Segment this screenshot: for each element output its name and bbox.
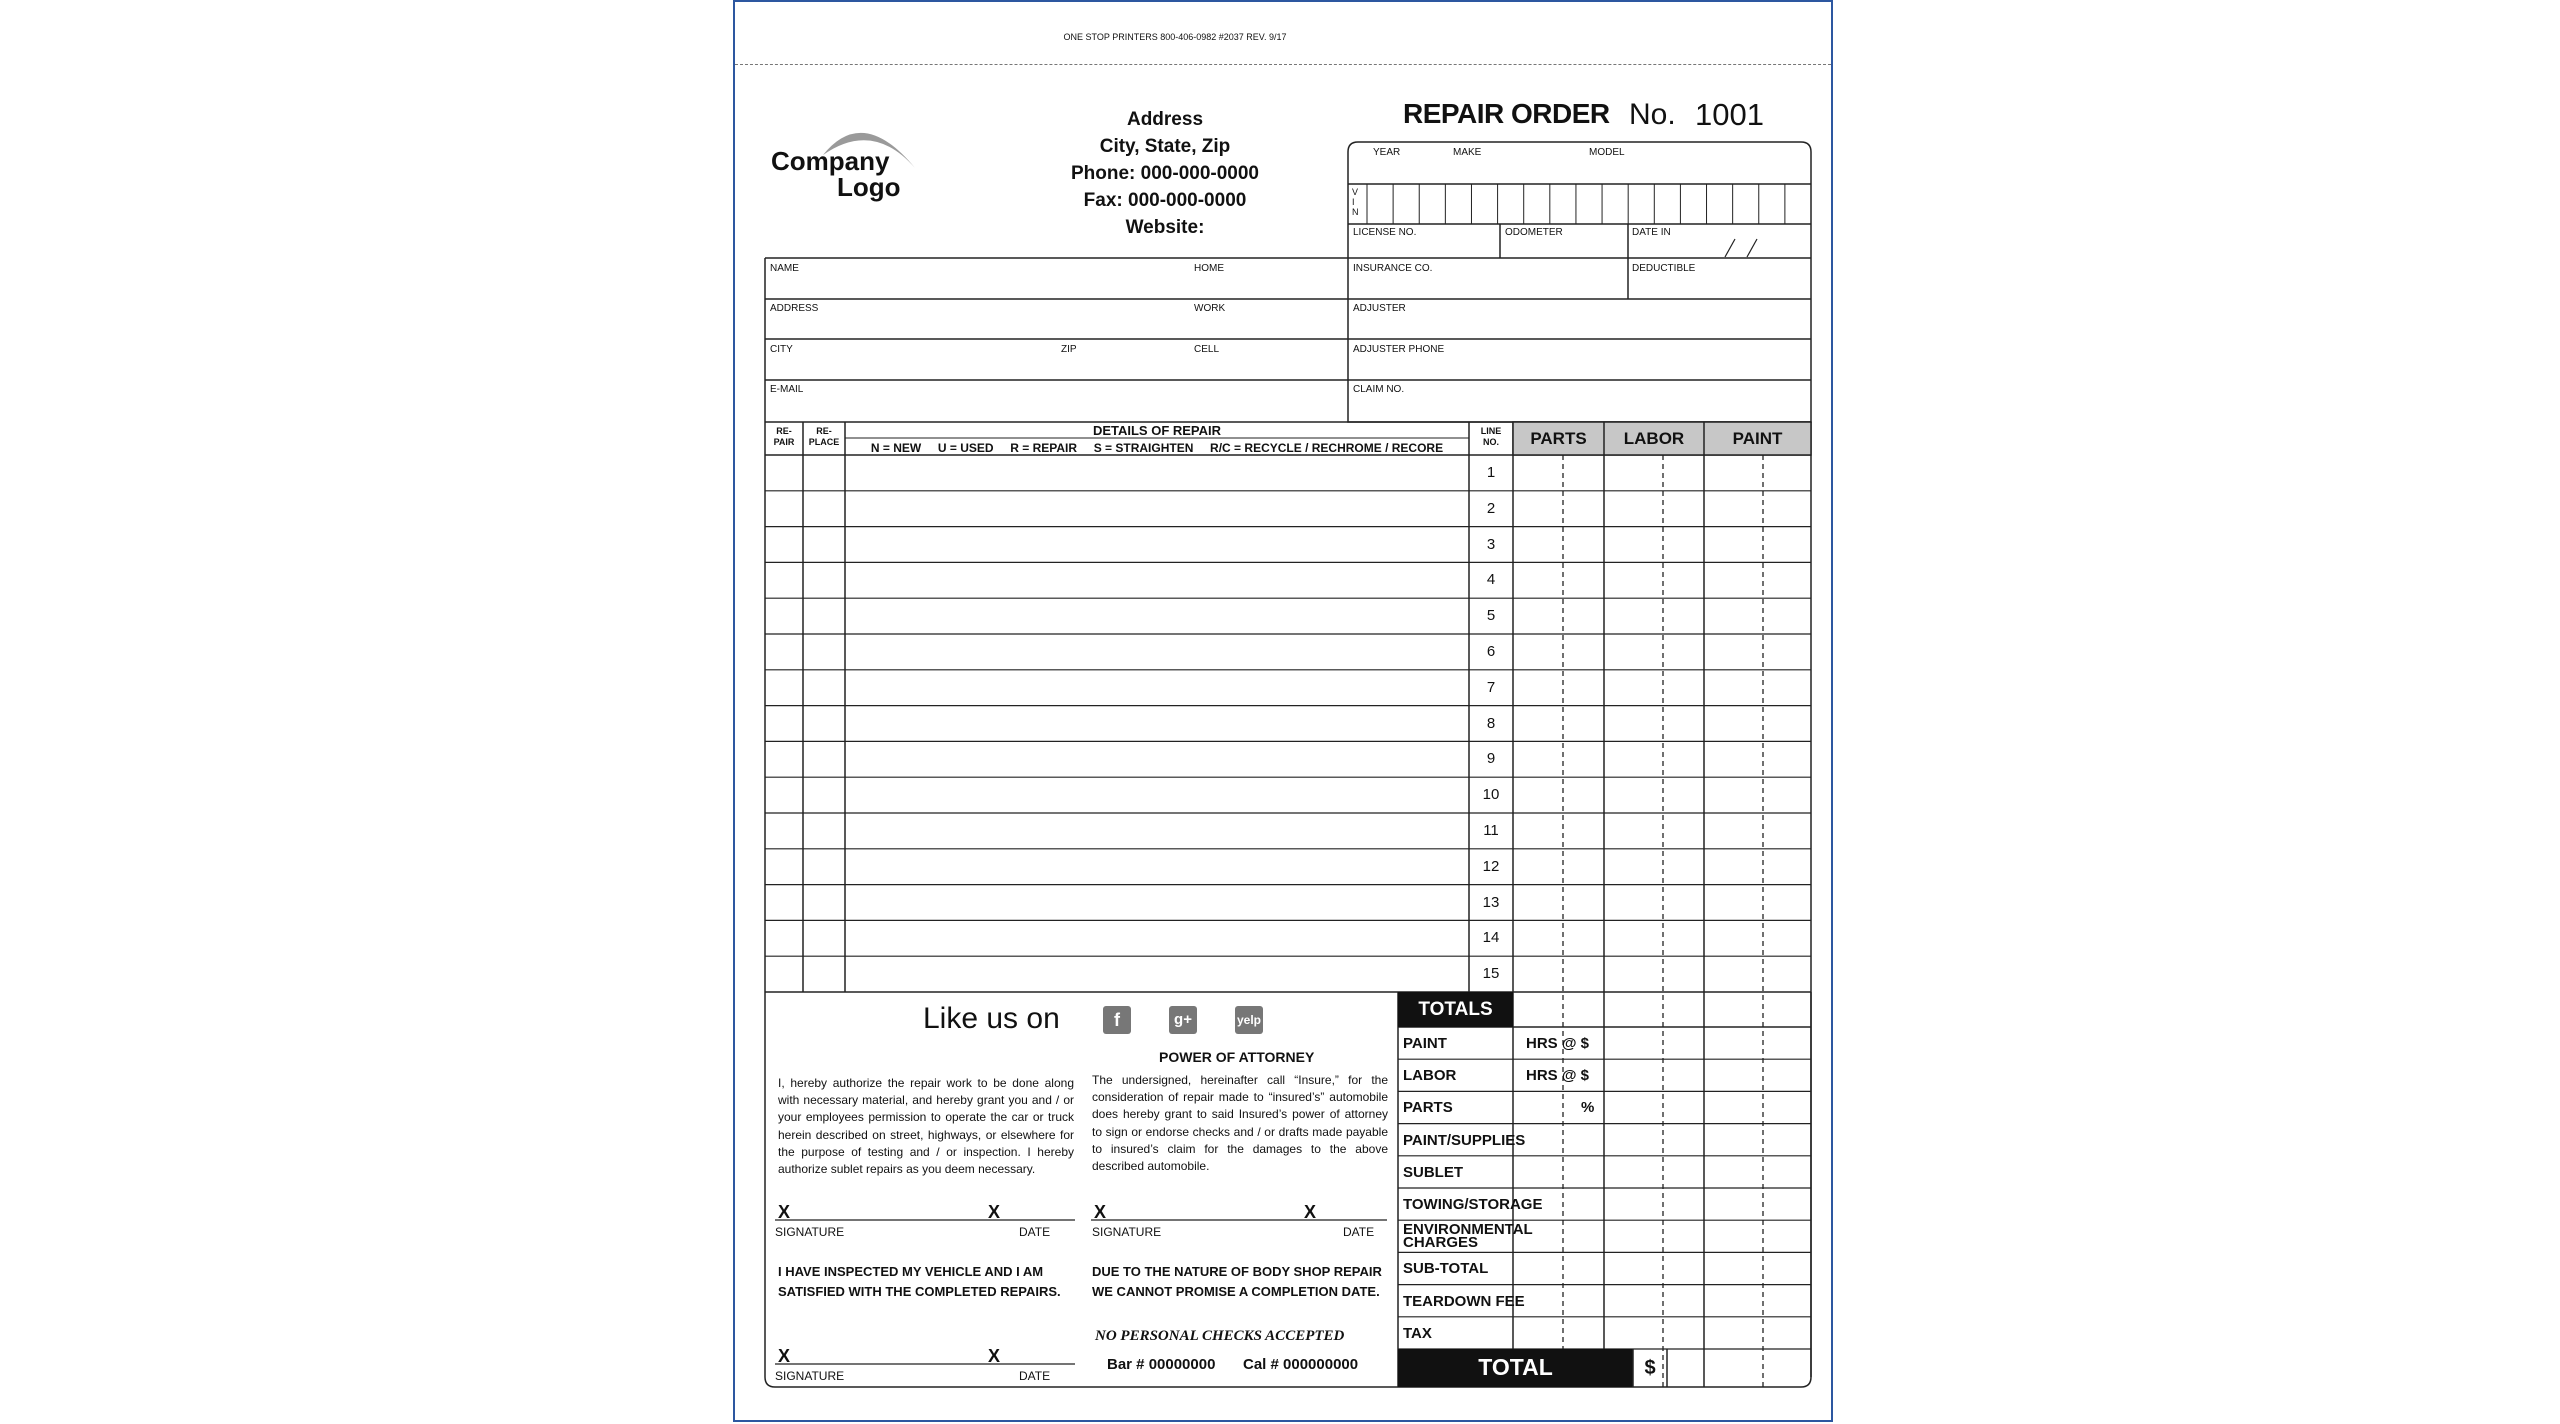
inspected-text: I HAVE INSPECTED MY VEHICLE AND I AM SATISFIED WITH THE COMPLETED REPAIRS. — [778, 1264, 1061, 1299]
line-number: 11 — [1483, 822, 1499, 839]
totals-row-label: TAX — [1403, 1324, 1432, 1342]
label-license: LICENSE NO. — [1353, 227, 1417, 238]
line-number: 12 — [1482, 857, 1500, 875]
yelp-icon[interactable]: yelp — [1235, 1006, 1263, 1034]
label-year: YEAR — [1373, 147, 1401, 158]
totals-row-label: PAINT/SUPPLIES — [1403, 1131, 1526, 1149]
label-cell: CELL — [1194, 344, 1220, 355]
authorization-text: I, hereby authorize the repair work to be done along with necessary material, and hereby grant you and / or your employees permission to operate the car or truck herein described on street, highways, or elsewhere for the purpose of testing and / or inspection. I hereby authorize sublet repairs as you deem necessary. — [778, 1076, 1074, 1177]
totals-row-label: LABOR — [1403, 1067, 1457, 1085]
sig3-x: X — [778, 1346, 791, 1366]
like-us-text: Like us on — [923, 1002, 1060, 1035]
totals-title: TOTALS — [1418, 999, 1493, 1020]
poa-title: POWER OF ATTORNEY — [1159, 1049, 1315, 1065]
line-number: 3 — [1486, 535, 1496, 553]
line-number: 10 — [1482, 786, 1500, 804]
totals-row-label: ENVIRONMENTAL CHARGES — [1403, 1221, 1533, 1252]
label-claim: CLAIM NO. — [1353, 384, 1405, 395]
total-label: TOTAL — [1478, 1354, 1553, 1380]
label-insurance-co: INSURANCE CO. — [1353, 263, 1433, 274]
poa-text: The undersigned, hereinafter call “Insure,” for the consideration of repair made to “insured’s” automobile does hereby grant to said Insured’s power of attorney to sign or endorse checks and / or drafts made payable to insured’s claim for the damages to the above described automobile. — [1092, 1073, 1388, 1174]
label-address: ADDRESS — [770, 303, 819, 314]
company-fax: Fax: 000-000-0000 — [1083, 190, 1247, 211]
total-dollar: $ — [1644, 1357, 1656, 1379]
totals-row-label: SUB-TOTAL — [1403, 1260, 1489, 1278]
line-number: 9 — [1486, 750, 1496, 768]
date1-x: X — [988, 1202, 1001, 1222]
label-deductible: DEDUCTIBLE — [1632, 263, 1696, 274]
form-grid — [735, 2, 1831, 1424]
line-number: 1 — [1486, 464, 1496, 481]
totals-row-extra: HRS @ $ — [1526, 1067, 1589, 1085]
line-number: 14 — [1482, 929, 1500, 947]
sig1-label: SIGNATURE — [775, 1225, 845, 1239]
line-number: 15 — [1482, 965, 1500, 983]
totals-row-label: SUBLET — [1403, 1163, 1463, 1181]
company-address: Address — [1126, 109, 1204, 130]
printer-note: ONE STOP PRINTERS 800-406-0982 #2037 REV. 9/17 — [1063, 32, 1287, 42]
header-line-no: LINE NO. — [1480, 426, 1502, 447]
label-make: MAKE — [1453, 147, 1482, 158]
line-number: 13 — [1482, 893, 1500, 911]
date3-label: DATE — [1019, 1369, 1051, 1383]
repair-order-form — [733, 0, 1833, 1422]
totals-row-extra: % — [1581, 1099, 1595, 1117]
label-date-in: DATE IN — [1632, 227, 1671, 238]
label-home: HOME — [1194, 263, 1224, 274]
header-labor: LABOR — [1623, 429, 1685, 448]
sig3-label: SIGNATURE — [775, 1369, 845, 1383]
line-number: 7 — [1486, 678, 1496, 696]
line-number: 8 — [1486, 714, 1496, 732]
number-label: No. — [1629, 98, 1676, 131]
header-parts: PARTS — [1530, 429, 1587, 448]
company-phone: Phone: 000-000-0000 — [1071, 163, 1259, 184]
totals-row-extra: HRS @ $ — [1526, 1035, 1589, 1052]
facebook-icon[interactable]: f — [1103, 1006, 1131, 1034]
sig2-x: X — [1094, 1202, 1107, 1222]
header-repair: RE- PAIR — [773, 426, 795, 447]
company-city: City, State, Zip — [1099, 136, 1231, 157]
bar-number: Bar # 00000000 — [1107, 1356, 1216, 1373]
line-number: 4 — [1486, 571, 1496, 589]
date2-label: DATE — [1343, 1225, 1375, 1239]
label-odometer: ODOMETER — [1505, 227, 1563, 238]
totals-row-label: PAINT — [1403, 1035, 1447, 1052]
totals-row-label: TEARDOWN FEE — [1403, 1292, 1525, 1310]
line-number: 6 — [1486, 643, 1496, 660]
header-legend: N = NEW U = USED R = REPAIR S = STRAIGHTEN R/C = RECYCLE / RECHROME / RECORE — [870, 441, 1444, 455]
label-zip: ZIP — [1061, 344, 1077, 355]
sig2-label: SIGNATURE — [1092, 1225, 1162, 1239]
header-paint: PAINT — [1732, 429, 1783, 448]
label-name: NAME — [770, 263, 799, 274]
line-number: 5 — [1486, 607, 1496, 625]
sig1-x: X — [778, 1202, 791, 1222]
no-promise-text: DUE TO THE NATURE OF BODY SHOP REPAIR WE CANNOT PROMISE A COMPLETION DATE. — [1092, 1264, 1382, 1299]
date2-x: X — [1304, 1202, 1317, 1222]
date3-x: X — [988, 1346, 1001, 1366]
label-city: CITY — [770, 344, 793, 355]
order-number: 1001 — [1695, 97, 1764, 132]
label-adjuster-phone: ADJUSTER PHONE — [1353, 344, 1445, 355]
date1-label: DATE — [1019, 1225, 1051, 1239]
label-email: E-MAIL — [770, 384, 804, 395]
logo-text-logo: Logo — [837, 172, 901, 202]
logo-text-company: Company — [771, 146, 890, 176]
label-model: MODEL — [1589, 147, 1625, 158]
cal-number: Cal # 000000000 — [1243, 1356, 1359, 1373]
google-plus-icon[interactable]: g+ — [1169, 1006, 1197, 1034]
header-details: DETAILS OF REPAIR — [1092, 423, 1222, 438]
label-work: WORK — [1194, 303, 1226, 314]
form-title: REPAIR ORDER — [1403, 98, 1610, 129]
label-adjuster: ADJUSTER — [1353, 303, 1406, 314]
totals-row-label: PARTS — [1403, 1099, 1453, 1117]
company-website: Website: — [1125, 217, 1205, 238]
line-number: 2 — [1486, 499, 1496, 517]
totals-row-label: TOWING/STORAGE — [1403, 1196, 1543, 1213]
no-checks-text: NO PERSONAL CHECKS ACCEPTED — [1095, 1328, 1345, 1344]
label-vin: V I N — [1352, 187, 1359, 217]
header-replace: RE- PLACE — [808, 426, 840, 447]
